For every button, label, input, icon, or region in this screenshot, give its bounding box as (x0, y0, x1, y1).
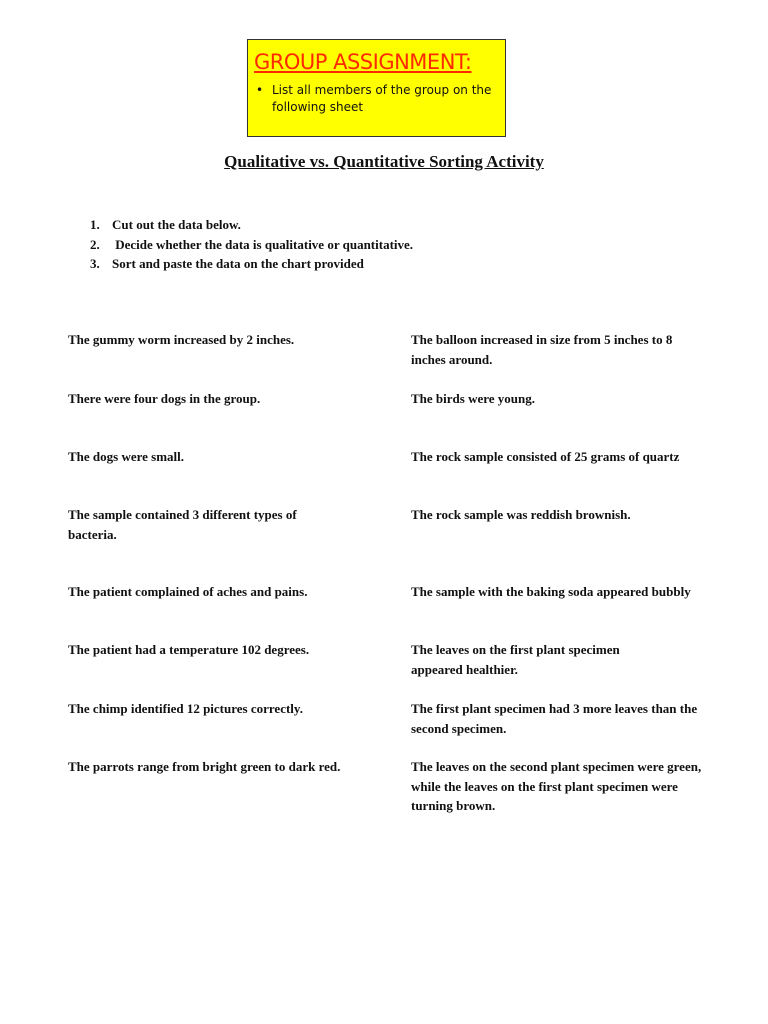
group-assignment-callout (247, 39, 506, 137)
data-item-right: The first plant specimen had 3 more leaves than the second specimen. (411, 701, 698, 736)
data-item-left: The parrots range from bright green to dark red. (68, 759, 341, 774)
callout-bullet-text: List all members of the group on the following sheet (272, 83, 492, 114)
page-title-text: Qualitative vs. Quantitative Sorting Activity (224, 152, 544, 171)
instruction-item (90, 254, 413, 274)
instruction-number: 3. (90, 256, 100, 271)
instruction-text: Sort and paste the data on the chart provided (112, 256, 364, 271)
data-item-left: The sample contained 3 different types of bacteria. (68, 507, 297, 542)
instruction-item (90, 235, 413, 255)
instruction-number: 1. (90, 217, 100, 232)
data-item-right: The balloon increased in size from 5 inches to 8 inches around. (411, 332, 673, 367)
instruction-number: 2. (90, 236, 100, 252)
data-item-left: The patient had a temperature 102 degrees. (68, 642, 310, 657)
instruction-text: Decide whether the data is qualitative or quantitative. (115, 236, 414, 252)
data-item-right: The rock sample consisted of 25 grams of quartz (411, 449, 680, 464)
data-item-right: The rock sample was reddish brownish. (411, 507, 631, 522)
callout-heading: GROUP ASSIGNMENT: (254, 50, 472, 74)
instruction-text: Cut out the data below. (112, 217, 241, 232)
data-item-right: The sample with the baking soda appeared bubbly (411, 584, 691, 599)
data-item-left: There were four dogs in the group. (68, 391, 261, 406)
bullet-icon: • (256, 83, 264, 97)
data-item-right: The birds were young. (411, 391, 535, 406)
callout-bullet (256, 82, 502, 116)
data-item-left: The patient complained of aches and pains. (68, 584, 308, 599)
data-item-right: The leaves on the first plant specimen appeared healthier. (411, 642, 620, 677)
instructions-list (90, 215, 413, 274)
data-item-left: The dogs were small. (68, 449, 185, 464)
data-item-left: The chimp identified 12 pictures correctly. (68, 701, 303, 716)
data-item-right: The leaves on the second plant specimen were green, while the leaves on the first plant specimen were turning brown. (411, 759, 702, 813)
page-title (0, 152, 768, 172)
data-item-left: The gummy worm increased by 2 inches. (68, 332, 295, 347)
instruction-item (90, 215, 413, 235)
